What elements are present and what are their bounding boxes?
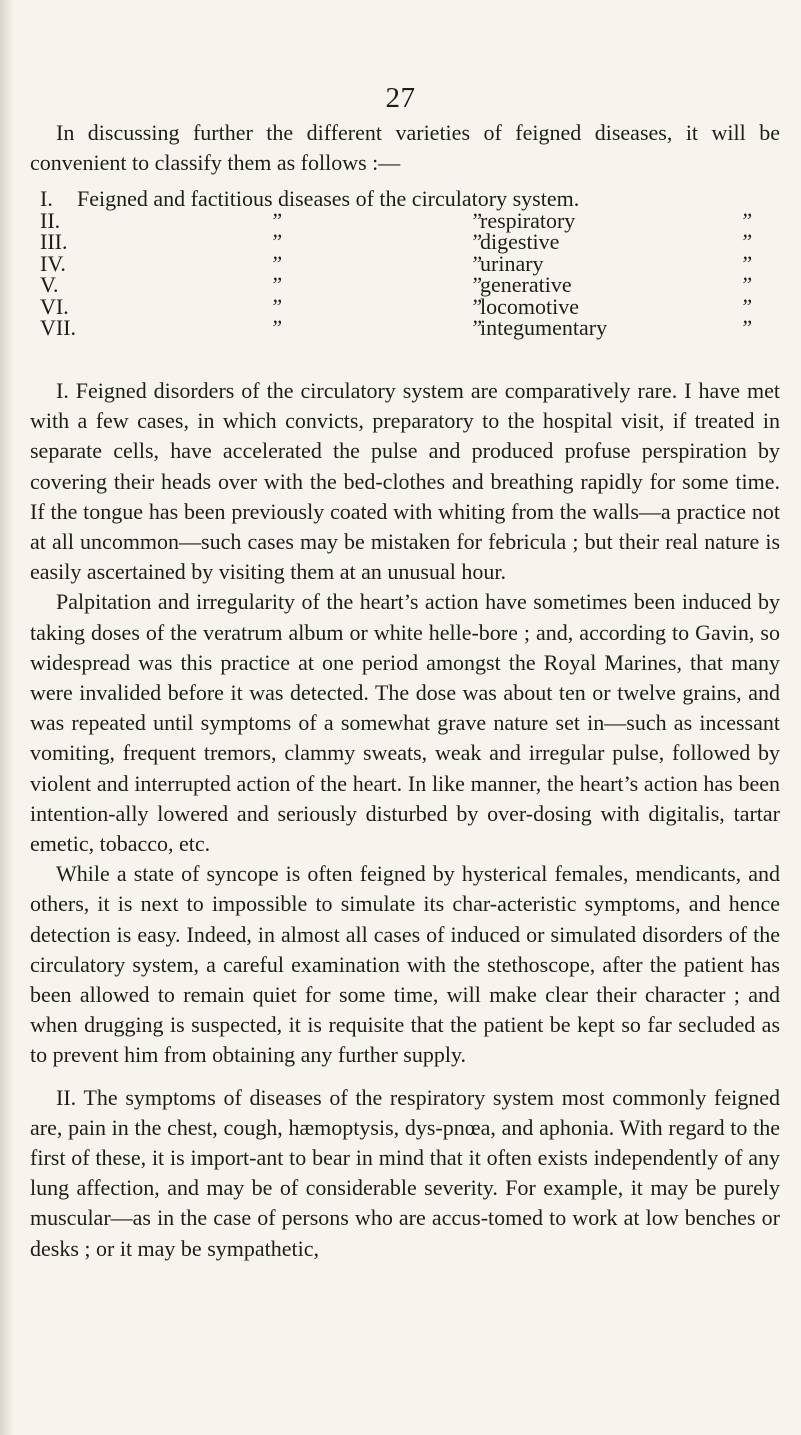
- row-numeral: IV.: [40, 250, 66, 276]
- ditto-mark: ”: [740, 272, 753, 297]
- ditto-mark: ”: [270, 250, 283, 276]
- ditto-mark: ”: [270, 315, 283, 340]
- paragraph-palpitation: Palpitation and irregularity of the heart’s action have sometimes been induced by taking doses of the veratrum album or white helle-bore ; and, according to Gavin, so widespread was this practice at one period amongst the Royal Marines, that many were invalided before it was detected. The dose was about ten or twelve grains, and was repeated until symptoms of a somewhat grave nature set in—such as incessant vomiting, frequent tremors, clammy sweats, weak and irregular pulse, followed by violent and interrupted action of the heart. In like manner, the heart’s action has been intention-ally lowered and seriously disturbed by over-dosing with digitalis, tartar emetic, tobacco, etc.: [30, 589, 780, 857]
- row-numeral: V.: [40, 272, 59, 297]
- ditto-mark: ”: [470, 229, 483, 254]
- ditto-mark: ”: [740, 207, 753, 233]
- intro-text: In discussing further the different varieties of feigned diseases, it will be convenient to classify them as follows :—: [30, 120, 780, 175]
- classification-row: [40, 188, 785, 210]
- row-numeral: VII.: [40, 315, 77, 340]
- classification-row: [40, 250, 785, 276]
- ditto-mark: ”: [270, 207, 283, 233]
- ditto-mark: ”: [470, 272, 483, 297]
- ditto-mark: ”: [740, 250, 753, 276]
- classification-list: [40, 188, 785, 339]
- intro-paragraph: [30, 118, 780, 178]
- row-numeral: VI.: [40, 293, 69, 319]
- page-number: 27: [385, 82, 416, 114]
- ditto-mark: ”: [470, 315, 483, 340]
- classification-row: [40, 207, 785, 233]
- ditto-mark: ”: [470, 250, 483, 276]
- paragraph-respiratory: II. The symptoms of diseases of the respiratory system most commonly feigned are, pain in the chest, cough, hæmoptysis, dys-pnœa, and aphonia. With regard to the first of these, it is import-ant to bear in mind that it often exists independently of any lung affection, and may be of considerable severity. For example, it may be purely muscular—as in the case of persons who are accus-tomed to work at low benches or desks ; or it may be sympathetic,: [30, 1084, 780, 1261]
- classification-row: [40, 231, 785, 253]
- classification-row: [40, 293, 785, 319]
- row-description: Feigned and factitious diseases of the circulatory system.: [77, 186, 580, 211]
- ditto-mark: ”: [270, 229, 283, 254]
- row-system: integumentary: [480, 315, 608, 340]
- row-system: digestive: [480, 229, 560, 254]
- paragraph-circulatory: I. Feigned disorders of the circulatory system are comparatively rare. I have met with a few cases, in which convicts, preparatory to the hospital visit, if treated in separate cells, have accelerated the pulse and produced profuse perspiration by covering their heads over with the bed-clothes and breathing rapidly for some time. If the tongue has been previously coated with whiting from the walls—a practice not at all uncommon—such cases may be mistaken for febricula ; but their real nature is easily ascertained by visiting them at an unusual hour.: [30, 378, 780, 585]
- ditto-mark: ”: [270, 293, 283, 319]
- ditto-mark: ”: [270, 272, 283, 297]
- ditto-mark: ”: [470, 293, 483, 319]
- row-system: generative: [480, 272, 572, 297]
- body-text: [30, 376, 780, 1264]
- row-numeral: II.: [40, 207, 61, 233]
- paragraph-syncope: While a state of syncope is often feigned by hysterical females, mendicants, and others, it is next to impossible to simulate its char-acteristic symptoms, and hence detection is easy. Indeed, in almost all cases of induced or simulated disorders of the circulatory system, a careful examination with the stethoscope, after the patient has been allowed to remain quiet for some time, will make clear their character ; and when drugging is suspected, it is requisite that the patient be kept so far secluded as to prevent him from obtaining any further supply.: [30, 861, 780, 1068]
- ditto-mark: ”: [740, 229, 753, 254]
- ditto-mark: ”: [740, 293, 753, 319]
- row-system: locomotive: [480, 293, 579, 319]
- ditto-mark: ”: [470, 207, 483, 233]
- classification-row: [40, 317, 785, 339]
- row-system: urinary: [480, 250, 544, 276]
- classification-row: [40, 274, 785, 296]
- page-left-edge: [0, 0, 14, 1435]
- row-numeral: I.: [40, 186, 53, 211]
- row-system: respiratory: [480, 207, 576, 233]
- ditto-mark: ”: [740, 315, 753, 340]
- row-numeral: III.: [40, 229, 68, 254]
